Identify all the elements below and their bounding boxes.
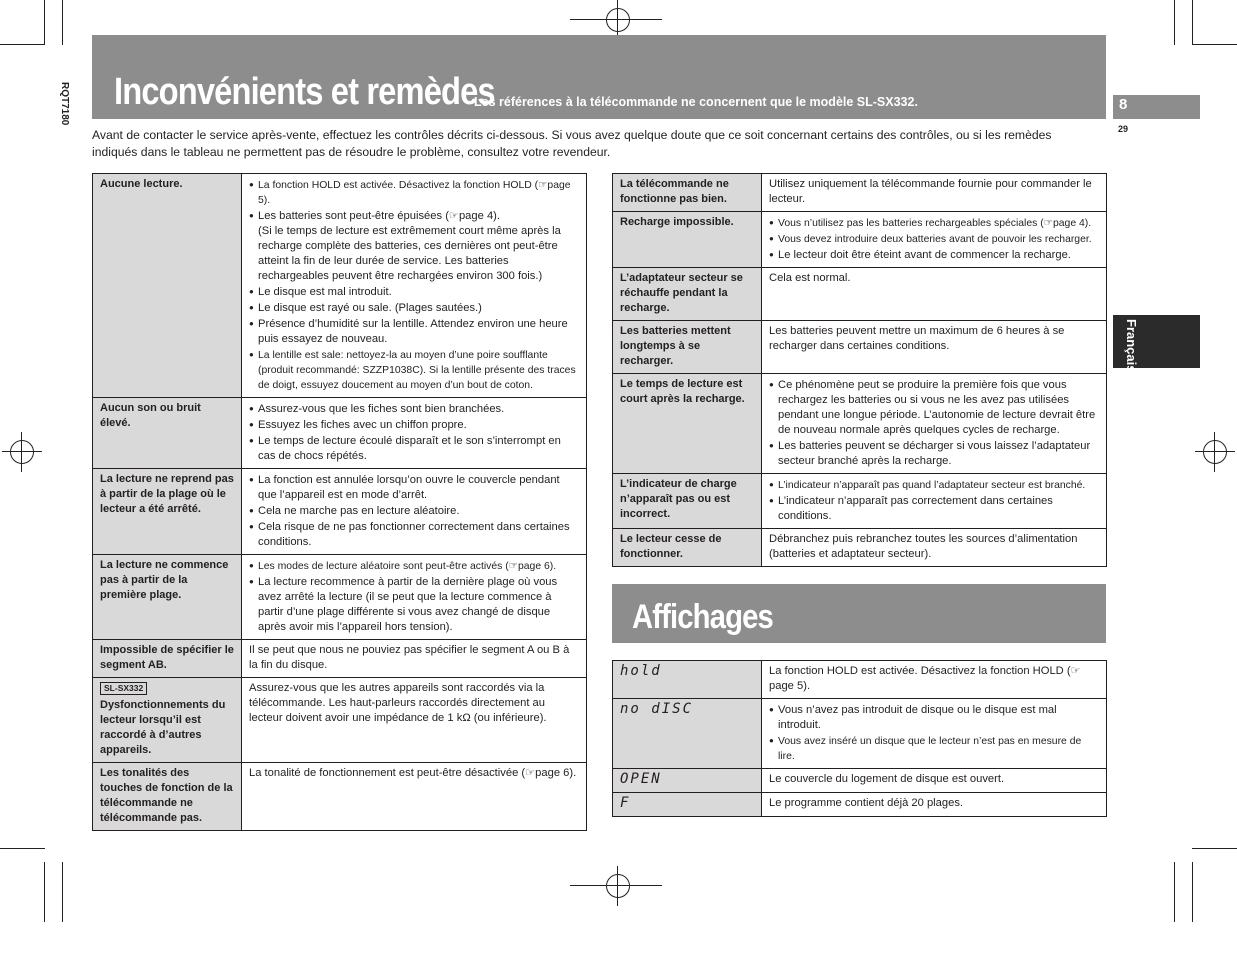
- title-band: [92, 35, 1106, 119]
- problem-cell: [613, 374, 762, 474]
- page-title: Inconvénients et remèdes: [114, 71, 495, 113]
- crop-mark: [62, 0, 63, 45]
- remedy-cell: [762, 374, 1107, 474]
- table-row: [613, 174, 1107, 212]
- crop-mark: [1192, 44, 1237, 45]
- problem-text: Le temps de lecture est court après la recharge.: [620, 378, 745, 405]
- remedy-cell: [242, 763, 587, 831]
- table-body: [613, 174, 1107, 567]
- language-label: Français: [1124, 319, 1139, 373]
- remedy-cell: [762, 661, 1107, 699]
- remedy-text: Le couvercle du logement de disque est ouvert.: [769, 773, 1005, 785]
- remedy-text: ● L’indicateur n’apparaît pas correctement dans certaines conditions.: [769, 493, 1099, 524]
- problem-text: Les batteries mettent longtemps à se recharger.: [620, 325, 731, 367]
- remedy-text: ● Essuyez les fiches avec un chiffon propre.: [249, 417, 579, 433]
- table-row: [613, 268, 1107, 321]
- remedy-text: ● Les modes de lecture aléatoire sont peut-être activés (☞page 6).: [249, 558, 579, 574]
- displays-table: [612, 660, 1107, 817]
- remedy-cell: [762, 268, 1107, 321]
- remedy-cell: [762, 212, 1107, 268]
- remedy-cell: [762, 321, 1107, 374]
- problem-text: Aucun son ou bruit élevé.: [100, 402, 201, 429]
- remedy-text: Utilisez uniquement la télécommande fournie pour commander le lecteur.: [769, 178, 1092, 205]
- table-row: [613, 793, 1107, 817]
- remedy-text: Débranchez puis rebranchez toutes les sources d’alimentation (batteries et adaptateur secteur).: [769, 533, 1078, 560]
- page-number: 8: [1119, 96, 1128, 113]
- registration-mark: [598, 866, 638, 906]
- crop-mark: [0, 44, 45, 45]
- remedy-text: ● Les batteries sont peut-être épuisées (☞page 4).: [249, 208, 579, 224]
- problem-cell: [613, 474, 762, 529]
- remedy-cell: [242, 555, 587, 640]
- display-code: hold: [620, 663, 662, 679]
- remedy-cell: [762, 769, 1107, 793]
- table-body: [93, 174, 587, 831]
- table-row: [613, 474, 1107, 529]
- table-row: [93, 398, 587, 469]
- remedy-text: Les batteries peuvent mettre un maximum de 6 heures à se recharger dans certaines conditions.: [769, 325, 1065, 352]
- problem-cell: [613, 212, 762, 268]
- remedy-text: ● Vous n’avez pas introduit de disque ou le disque est mal introduit.: [769, 702, 1099, 733]
- table-row: [93, 555, 587, 640]
- problem-cell: [613, 321, 762, 374]
- troubleshooting-table-left: [92, 173, 587, 831]
- problem-cell: [93, 469, 242, 555]
- remedy-cell: [762, 529, 1107, 567]
- remedy-text: ● Le disque est mal introduit.: [249, 284, 579, 300]
- problem-text: La lecture ne commence pas à partir de la première plage.: [100, 559, 229, 601]
- remedy-cell: [242, 174, 587, 398]
- remedy-text: ● Les batteries peuvent se décharger si vous laissez l’adaptateur secteur branché après la recharge.: [769, 438, 1099, 469]
- crop-mark: [1192, 848, 1237, 849]
- problem-cell: [93, 678, 242, 763]
- remedy-cell: [242, 640, 587, 678]
- troubleshooting-table-right: [612, 173, 1107, 567]
- crop-mark: [1192, 0, 1193, 45]
- remedy-text: Assurez-vous que les autres appareils sont raccordés via la télécommande. Les haut-parleurs raccordés directement au lecteur doivent avoir une impédance de 1 kΩ (ou inférieure).: [249, 682, 547, 724]
- problem-cell: [613, 268, 762, 321]
- remedy-text: ● La fonction HOLD est activée. Désactivez la fonction HOLD (☞page 5).: [249, 177, 579, 208]
- problem-text: La lecture ne reprend pas à partir de la plage où le lecteur a été arrêté.: [100, 473, 234, 515]
- remedy-cell: [242, 398, 587, 469]
- problem-cell: [93, 398, 242, 469]
- table-row: [93, 678, 587, 763]
- table-row: [613, 769, 1107, 793]
- problem-cell: [613, 174, 762, 212]
- remedy-cell: [762, 793, 1107, 817]
- displays-title-band: [612, 584, 1106, 643]
- problem-text: Aucune lecture.: [100, 178, 183, 190]
- table-row: [93, 469, 587, 555]
- crop-mark: [1174, 862, 1175, 922]
- remedy-text: ● Le lecteur doit être éteint avant de commencer la recharge.: [769, 247, 1099, 263]
- remedy-text: Il se peut que nous ne pouviez pas spécifier le segment A ou B à la fin du disque.: [249, 644, 570, 671]
- crop-mark: [0, 848, 45, 849]
- remedy-cell: [242, 469, 587, 555]
- registration-line: [570, 885, 662, 886]
- remedy-text: ● Ce phénomène peut se produire la première fois que vous rechargez les batteries ou si vous ne les avez pas utilisées pendant une longue période. L’autonomie de lecture devrait être de nouveau normale après quelques cycles de recharge.: [769, 377, 1099, 438]
- remedy-text: ● Vous devez introduire deux batteries avant de pouvoir les recharger.: [769, 231, 1099, 247]
- problem-cell: [613, 529, 762, 567]
- display-code-cell: [613, 661, 762, 699]
- table-row: [613, 212, 1107, 268]
- remedy-cell: [242, 678, 587, 763]
- registration-mark: [598, 0, 638, 40]
- table-body: [613, 661, 1107, 817]
- problem-cell: [93, 640, 242, 678]
- display-code: no dISC: [620, 701, 694, 717]
- remedy-text: Cela est normal.: [769, 272, 851, 284]
- table-row: [613, 374, 1107, 474]
- table-row: [613, 529, 1107, 567]
- problem-text: Recharge impossible.: [620, 216, 734, 228]
- problem-text: L’indicateur de charge n’apparaît pas ou est incorrect.: [620, 478, 737, 520]
- registration-mark: [2, 432, 42, 472]
- problem-text: L’adaptateur secteur se réchauffe pendant la recharge.: [620, 272, 743, 314]
- remedy-cell: [762, 174, 1107, 212]
- table-row: [93, 763, 587, 831]
- remedy-cell: [762, 699, 1107, 769]
- problem-text: Les tonalités des touches de fonction de la télécommande ne télécommande pas.: [100, 767, 233, 824]
- remedy-text: ● L’indicateur n’apparaît pas quand l’adaptateur secteur est branché.: [769, 477, 1099, 493]
- remedy-text: ● Le disque est rayé ou sale. (Plages sautées.): [249, 300, 579, 316]
- remedy-text: ● Cela ne marche pas en lecture aléatoire.: [249, 503, 579, 519]
- displays-title: Affichages: [632, 598, 773, 636]
- table-row: [93, 640, 587, 678]
- remedy-text: ● La lecture recommence à partir de la dernière plage où vous avez arrêté la lecture (il se peut que la lecture commence à partir d’une plage différente si vous avez changé de disque après avoir mis l’appareil hors tension).: [249, 574, 579, 635]
- remedy-cell: [762, 474, 1107, 529]
- table-row: [613, 661, 1107, 699]
- remedy-text: (Si le temps de lecture est extrêmement court même après la recharge complète des batteries, ces dernières ont peut-être atteint la fin de leur durée de service. Les batteries rechargeables peuvent être rechargées environ 300 fois.): [258, 225, 561, 282]
- model-tag: SL-SX332: [100, 682, 147, 695]
- table-row: [93, 174, 587, 398]
- intro-paragraph: Avant de contacter le service après-vente, effectuez les contrôles décrits ci-dessous. Si vous avez quelque doute que ce soit concernant certains des contrôles, ou si les remèdes indiqués dans le tableau ne permettent pas de résoudre le problème, consultez votre revendeur.: [92, 128, 1052, 159]
- table-row: [613, 699, 1107, 769]
- remedy-text: ● La lentille est sale: nettoyez-la au moyen d’une poire soufflante (produit recommandé: SZZP1038C). Si la lentille présente des traces de doigt, essuyez doucement au moyen d’un bout de coton.: [249, 347, 579, 393]
- problem-cell: [93, 174, 242, 398]
- page-number-tab: [1113, 95, 1200, 119]
- problem-cell: [93, 763, 242, 831]
- registration-mark: [1195, 432, 1235, 472]
- crop-mark: [62, 862, 63, 922]
- document-reference: RQT7180: [59, 82, 70, 126]
- remedy-text: ● Assurez-vous que les fiches sont bien branchées.: [249, 401, 579, 417]
- remedy-text: La tonalité de fonctionnement est peut-être désactivée (☞page 6).: [249, 767, 577, 779]
- display-code-cell: [613, 769, 762, 793]
- remedy-text: ● La fonction est annulée lorsqu’on ouvre le couvercle pendant que l’appareil est en mode d’arrêt.: [249, 472, 579, 503]
- display-code-cell: [613, 699, 762, 769]
- display-code: F: [620, 795, 631, 811]
- remedy-text: ● Vous n’utilisez pas les batteries rechargeables spéciales (☞page 4).: [769, 215, 1099, 231]
- remedy-text: ● Le temps de lecture écoulé disparaît et le son s’interrompt en cas de chocs répétés.: [249, 433, 579, 464]
- remedy-text: ● Cela risque de ne pas fonctionner correctement dans certaines conditions.: [249, 519, 579, 550]
- table-row: [613, 321, 1107, 374]
- remedy-text: ● Présence d’humidité sur la lentille. Attendez environ une heure puis essayez de nouveau.: [249, 316, 579, 347]
- title-note: Les références à la télécommande ne concernent que le modèle SL-SX332.: [474, 95, 918, 109]
- remedy-text: Le programme contient déjà 20 plages.: [769, 797, 964, 809]
- display-code: OPEN: [620, 771, 662, 787]
- problem-text: Impossible de spécifier le segment AB.: [100, 644, 234, 671]
- display-code-cell: [613, 793, 762, 817]
- remedy-text: ● Vous avez inséré un disque que le lecteur n’est pas en mesure de lire.: [769, 733, 1099, 764]
- problem-text: Le lecteur cesse de fonctionner.: [620, 533, 722, 560]
- crop-mark: [1192, 862, 1193, 922]
- problem-text: Dysfonctionnements du lecteur lorsqu’il est raccordé à d’autres appareils.: [100, 699, 226, 756]
- problem-cell: [93, 555, 242, 640]
- page-sub-number: 29: [1118, 124, 1129, 134]
- crop-mark: [44, 862, 45, 922]
- language-tab: [1113, 315, 1200, 373]
- problem-text: La télécommande ne fonctionne pas bien.: [620, 178, 729, 205]
- registration-line: [570, 19, 662, 20]
- crop-mark: [1174, 0, 1175, 45]
- remedy-text: La fonction HOLD est activée. Désactivez la fonction HOLD (☞page 5).: [769, 665, 1081, 692]
- crop-mark: [44, 0, 45, 45]
